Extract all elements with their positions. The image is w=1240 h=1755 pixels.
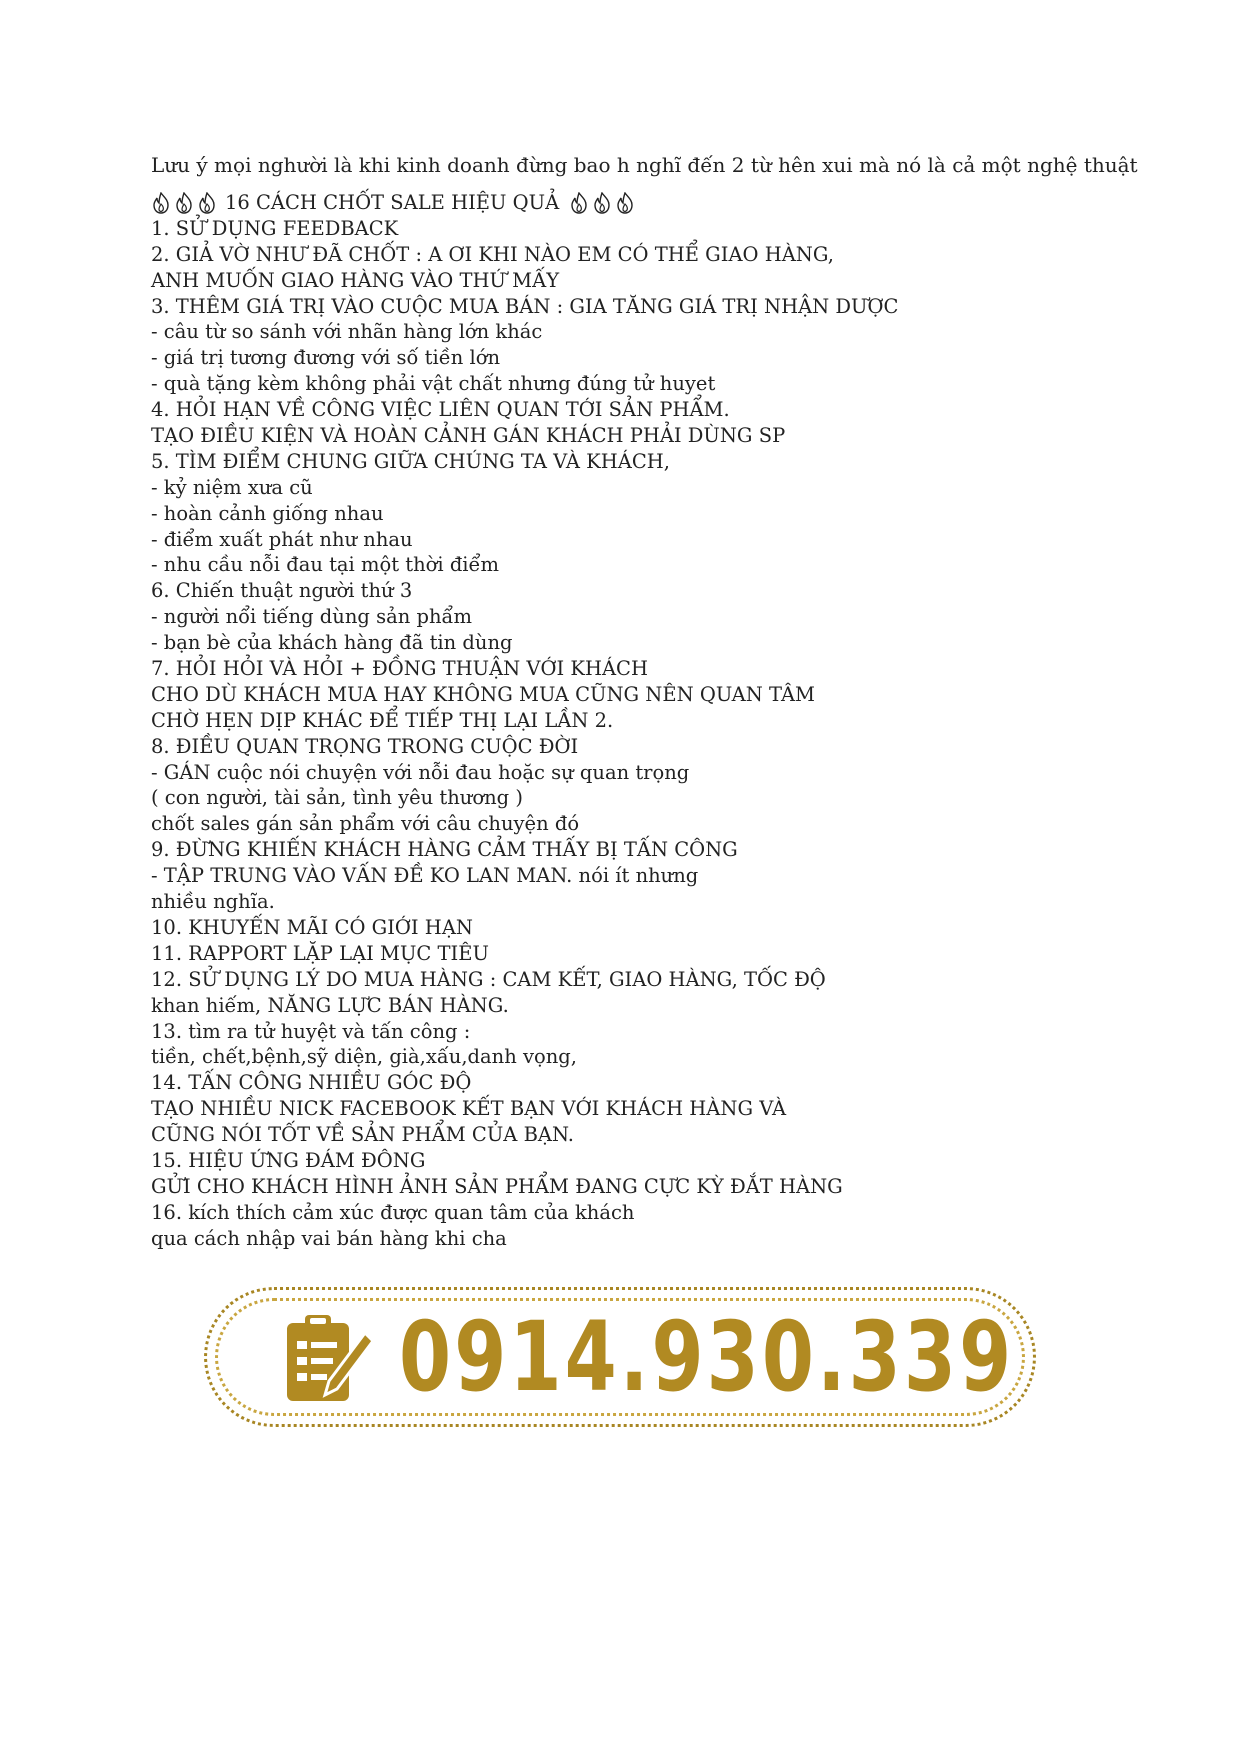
text-line: ANH MUỐN GIAO HÀNG VÀO THỨ MẤY	[151, 268, 560, 292]
text-line: ( con người, tài sản, tình yêu thương )	[151, 786, 523, 810]
text-line: 16. kích thích cảm xúc được quan tâm của khách	[151, 1200, 635, 1224]
flame-icons-right	[569, 192, 635, 214]
flame-icon	[569, 192, 589, 214]
text-line: 15. HIỆU ỨNG ĐÁM ĐÔNG	[151, 1148, 426, 1172]
text-line: - nhu cầu nỗi đau tại một thời điểm	[151, 553, 500, 577]
flame-icon	[197, 192, 217, 214]
text-line: 10. KHUYẾN MÃI CÓ GIỚI HẠN	[151, 915, 473, 939]
text-line: TẠO ĐIỀU KIỆN VÀ HOÀN CẢNH GÁN KHÁCH PHẢI DÙNG SP	[151, 424, 786, 448]
text-line: tiền, chết,bệnh,sỹ diện, già,xấu,danh vọng,	[151, 1045, 577, 1069]
text-line: 11. RAPPORT LẶP LẠI MỤC TIÊU	[151, 941, 489, 965]
phone-banner	[204, 1287, 1036, 1427]
text-line: 1. SỬ DỤNG FEEDBACK	[151, 216, 399, 240]
text-line: - điểm xuất phát như nhau	[151, 527, 413, 551]
text-line: CHO DÙ KHÁCH MUA HAY KHÔNG MUA CŨNG NÊN QUAN TÂM	[151, 682, 815, 706]
text-line: 13. tìm ra tử huyệt và tấn công :	[151, 1019, 471, 1043]
flame-icon	[615, 192, 635, 214]
text-line: 5. TÌM ĐIỂM CHUNG GIỮA CHÚNG TA VÀ KHÁCH,	[151, 449, 670, 473]
text-line: - kỷ niệm xưa cũ	[151, 475, 313, 499]
text-line: - câu từ so sánh với nhãn hàng lớn khác	[151, 320, 543, 344]
text-line: 7. HỎI HỎI VÀ HỎI + ĐỒNG THUẬN VỚI KHÁCH	[151, 657, 648, 681]
flame-icon	[592, 192, 612, 214]
sales-tips-list	[151, 190, 1111, 1252]
text-line: - người nổi tiếng dùng sản phẩm	[151, 605, 472, 629]
text-line: CHỜ HẸN DỊP KHÁC ĐỂ TIẾP THỊ LẠI LẦN 2.	[151, 708, 614, 732]
text-line: 2. GIẢ VỜ NHƯ ĐÃ CHỐT : A ƠI KHI NÀO EM CÓ THỂ GIAO HÀNG,	[151, 242, 834, 266]
text-line: khan hiếm, NĂNG LỰC BÁN HÀNG.	[151, 993, 509, 1017]
text-line: - bạn bè của khách hàng đã tin dùng	[151, 631, 513, 655]
list-title-row	[151, 190, 1111, 216]
text-line: 12. SỬ DỤNG LÝ DO MUA HÀNG : CAM KẾT, GIAO HÀNG, TỐC ĐỘ	[151, 967, 826, 991]
text-line: 6. Chiến thuật người thứ 3	[151, 579, 413, 603]
flame-icon	[151, 192, 171, 214]
text-line: 9. ĐỪNG KHIẾN KHÁCH HÀNG CẢM THẤY BỊ TẤN CÔNG	[151, 838, 738, 862]
text-line: TẠO NHIỀU NICK FACEBOOK KẾT BẠN VỚI KHÁCH HÀNG VÀ	[151, 1097, 787, 1121]
text-line: qua cách nhập vai bán hàng khi cha	[151, 1226, 507, 1250]
text-line: 14. TẤN CÔNG NHIỀU GÓC ĐỘ	[151, 1071, 472, 1095]
flame-icon	[174, 192, 194, 214]
phone-number: 0914.930.339	[399, 1301, 1015, 1413]
intro-note: Lưu ý mọi nghười là khi kinh doanh đừng bao h nghĩ đến 2 từ hên xui mà nó là cả một nghệ thuật	[151, 153, 1138, 177]
tips-lines	[151, 216, 1111, 1252]
text-line: CŨNG NÓI TỐT VỀ SẢN PHẨM CỦA BẠN.	[151, 1123, 574, 1147]
text-line: - GÁN cuộc nói chuyện với nỗi đau hoặc sự quan trọng	[151, 760, 690, 784]
flame-icons-left	[151, 192, 217, 214]
text-line: nhiều nghĩa.	[151, 890, 275, 914]
text-line: - quà tặng kèm không phải vật chất nhưng đúng tử huyet	[151, 372, 716, 396]
text-line: 8. ĐIỀU QUAN TRỌNG TRONG CUỘC ĐỜI	[151, 734, 579, 758]
text-line: GỬI CHO KHÁCH HÌNH ẢNH SẢN PHẨM ĐANG CỰC KỲ ĐẮT HÀNG	[151, 1174, 843, 1198]
clipboard-pen-icon	[281, 1309, 373, 1405]
text-line: 3. THÊM GIÁ TRỊ VÀO CUỘC MUA BÁN : GIA TĂNG GIÁ TRỊ NHẬN DƯỢC	[151, 294, 899, 318]
text-line: chốt sales gán sản phẩm với câu chuyện đó	[151, 812, 580, 836]
text-line: - hoàn cảnh giống nhau	[151, 501, 384, 525]
text-line: 4. HỎI HẠN VỀ CÔNG VIỆC LIÊN QUAN TỚI SẢN PHẨM.	[151, 398, 730, 422]
text-line: - TẬP TRUNG VÀO VẤN ĐỀ KO LAN MAN. nói ít nhưng	[151, 864, 699, 888]
list-title: 16 CÁCH CHỐT SALE HIỆU QUẢ	[225, 191, 560, 214]
text-line: - giá trị tương đương với số tiền lớn	[151, 346, 501, 370]
